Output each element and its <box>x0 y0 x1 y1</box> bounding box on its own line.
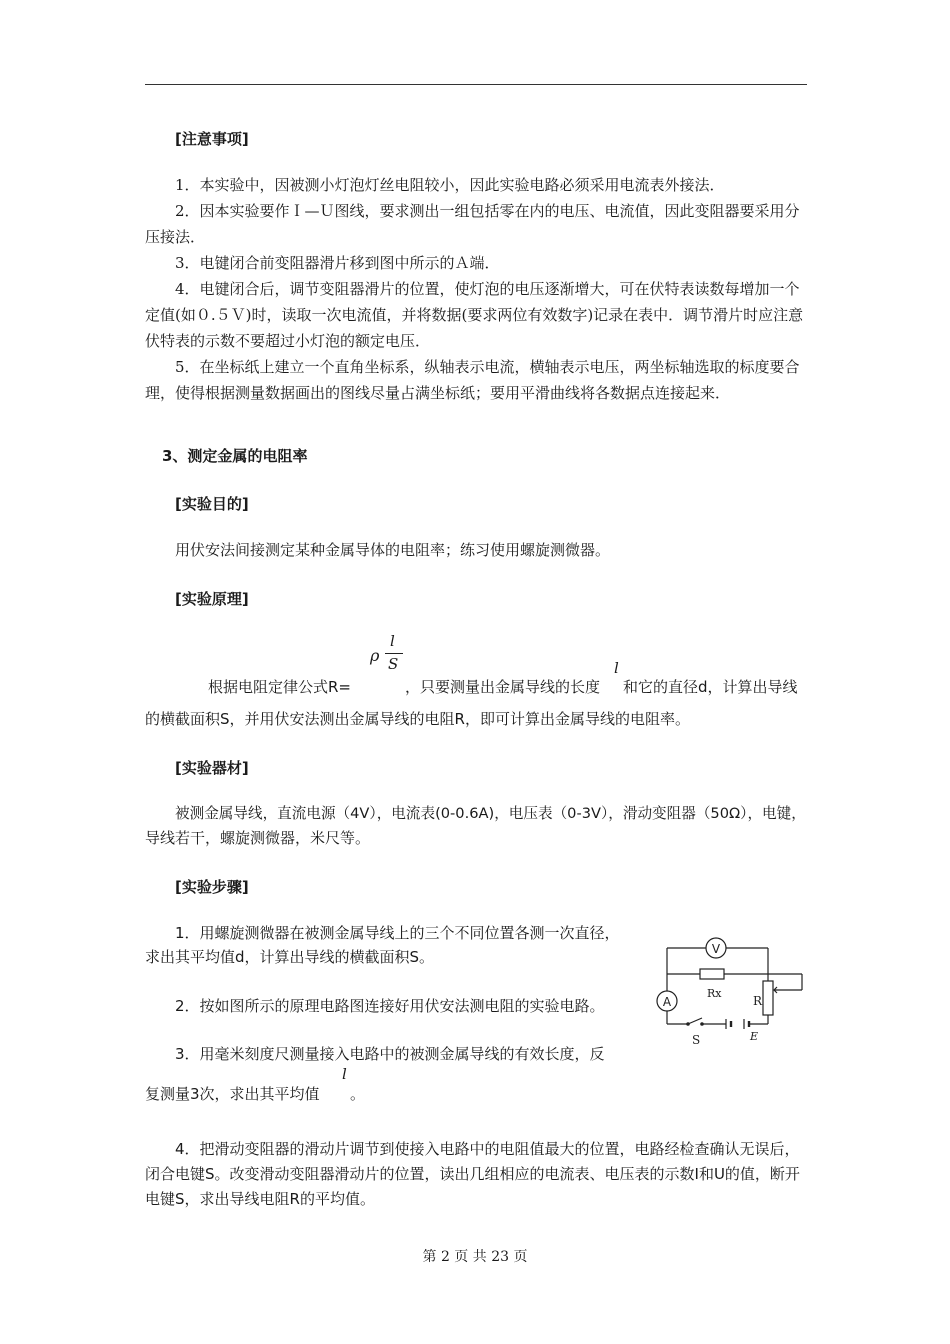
formula-bar <box>385 653 403 654</box>
note-1: 1．本实验中，因被测小灯泡灯丝电阻较小，因此实验电路必须采用电流表外接法． <box>175 176 725 194</box>
step-3-length-symbol: l <box>342 1065 347 1083</box>
purpose-text: 用伏安法间接测定某种金属导体的电阻率；练习使用螺旋测微器。 <box>175 541 611 559</box>
header-rule <box>145 84 807 85</box>
circuit-diagram <box>650 928 810 1048</box>
rheostat <box>763 981 773 1015</box>
slider-arrow-icon <box>774 987 780 993</box>
rheostat-label: R <box>753 994 763 1008</box>
note-2: 2．因本实验要作Ｉ—Ｕ图线，要求测出一组包括零在内的电压、电流值，因此变阻器要采用分压接法． <box>145 202 800 246</box>
formula-numerator: l <box>390 632 395 650</box>
purpose-heading: [实验目的] <box>175 495 249 513</box>
step-3-line2-a: 复测量3次，求出其平均值 <box>145 1085 320 1103</box>
principle-line1-a: 根据电阻定律公式R= <box>208 678 351 696</box>
principle-line2: 的横截面积S，并用伏安法测出金属导线的电阻R，即可计算出金属导线的电阻率。 <box>145 710 690 728</box>
step-3-line1: 3．用毫米刻度尺测量接入电路中的被测金属导线的有效长度，反 <box>175 1045 605 1063</box>
notes-heading: [注意事项] <box>175 130 249 148</box>
principle-heading: [实验原理] <box>175 590 249 608</box>
equipment-line1: 被测金属导线，直流电源（4V），电流表(0-0.6A)，电压表（0-3V），滑动变阻器（50Ω），电键， <box>175 805 806 822</box>
steps-heading: [实验步骤] <box>175 878 249 896</box>
formula-denominator: S <box>388 655 399 673</box>
note-5: 5．在坐标纸上建立一个直角坐标系，纵轴表示电流，横轴表示电压，两坐标轴选取的标度要合理，使得根据测量数据画出的图线尽量占满坐标纸；要用平滑曲线将各数据点连接起来． <box>145 358 800 402</box>
note-3: 3．电键闭合前变阻器滑片移到图中所示的Ａ端． <box>175 254 500 272</box>
rx-resistor <box>700 969 724 979</box>
step-1-line2: 求出其平均值d，计算出导线的横截面积S。 <box>145 948 435 966</box>
page-footer: 第 2 页 共 23 页 <box>422 1249 528 1265</box>
principle-line1-b: ，只要测量出金属导线的长度 <box>405 678 601 696</box>
voltmeter-label: V <box>711 942 721 956</box>
switch-label: S <box>692 1033 701 1047</box>
step-3-line2-b: 。 <box>350 1085 366 1103</box>
rx-label: Rx <box>707 987 722 1000</box>
step-2: 2．按如图所示的原理电路图连接好用伏安法测电阻的实验电路。 <box>175 997 605 1015</box>
switch-contact <box>700 1022 704 1026</box>
equipment-line2: 导线若干，螺旋测微器，米尺等。 <box>145 829 371 847</box>
step-1-line1: 1．用螺旋测微器在被测金属导线上的三个不同位置各测一次直径， <box>175 924 620 942</box>
resistivity-formula <box>368 632 408 680</box>
ammeter-label: A <box>662 995 672 1009</box>
step-4: 4．把滑动变阻器的滑动片调节到使接入电路中的电阻值最大的位置，电路经检查确认无误后，闭合电键S。改变滑动变阻器滑动片的位置，读出几组相应的电流表、电压表的示数I和U的值，断开电键S，求出导线电阻R的平均值。 <box>145 1140 800 1208</box>
equipment-heading: [实验器材] <box>175 759 249 777</box>
battery-label: E <box>750 1030 759 1043</box>
principle-line1-c: 和它的直径d，计算出导线 <box>623 678 798 696</box>
length-symbol: l <box>614 659 619 677</box>
switch-contact <box>686 1022 690 1026</box>
section-title: 3、测定金属的电阻率 <box>162 447 308 465</box>
formula-rho: ρ <box>370 646 380 665</box>
note-4: 4．电键闭合后，调节变阻器滑片的位置，使灯泡的电压逐渐增大，可在伏特表读数每增加一个定值(如０.５Ｖ)时，读取一次电流值，并将数据(要求两位有效数字)记录在表中．调节滑片时应注意伏特表的示数不要超过小灯泡的额定电压． <box>145 280 804 350</box>
